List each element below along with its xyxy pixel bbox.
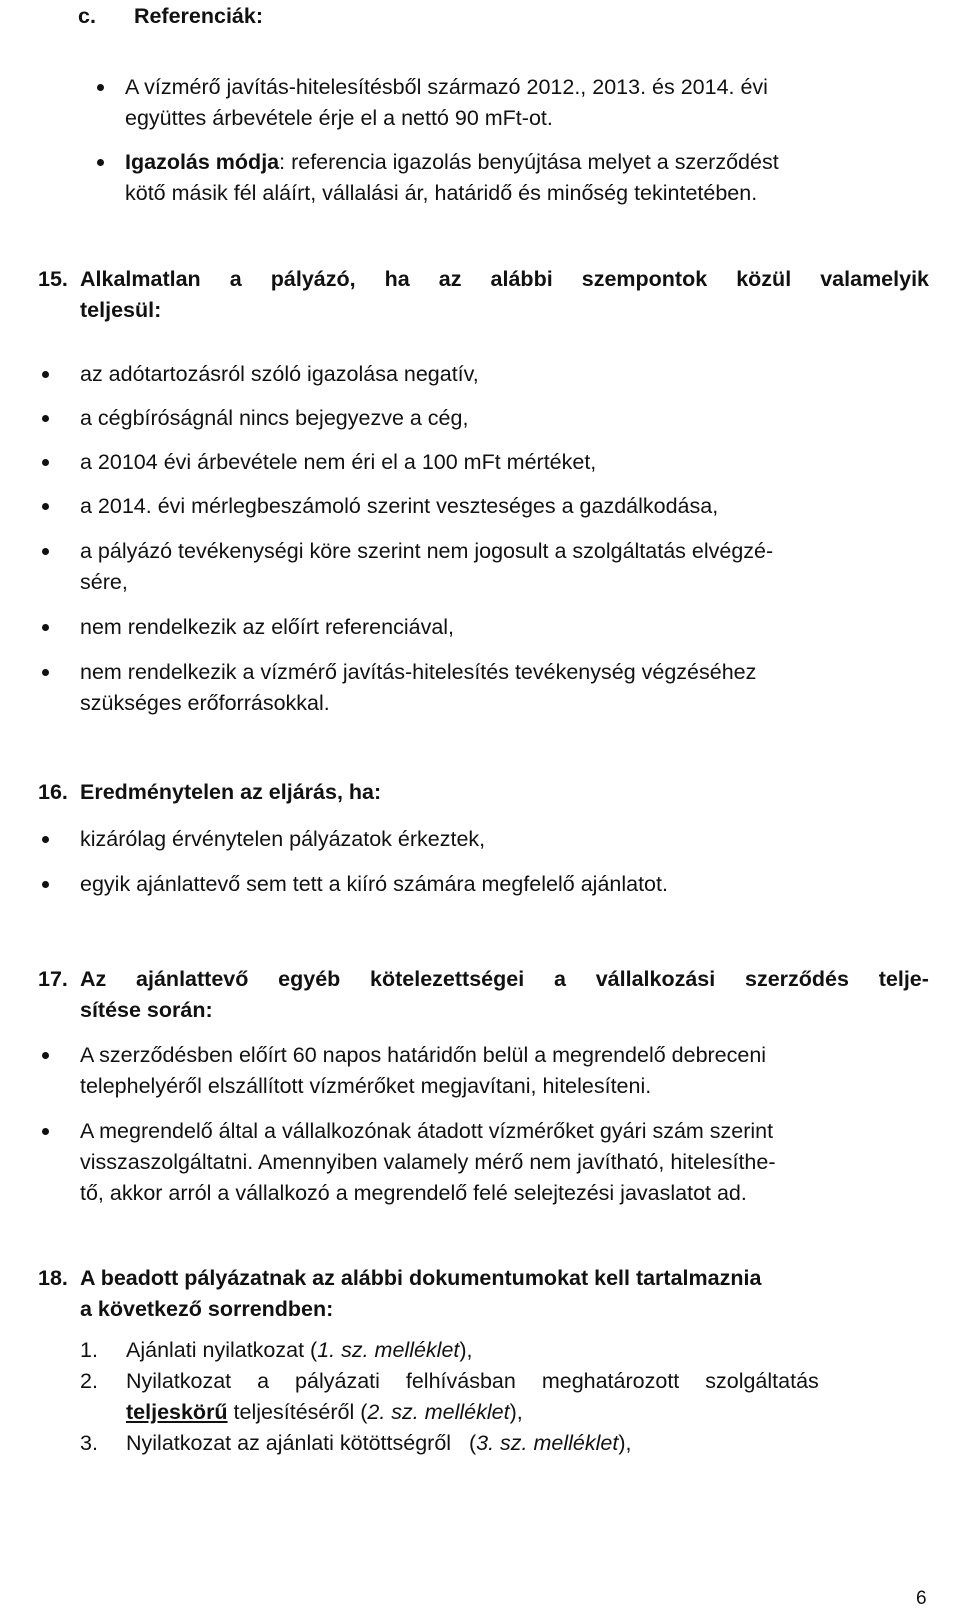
bullet-icon <box>42 669 49 676</box>
section-title: a következő sorrendben: <box>80 1297 334 1321</box>
word: az <box>438 267 462 291</box>
word: vállalkozási <box>595 967 716 991</box>
italic-reference: 2. sz. melléklet <box>367 1400 510 1424</box>
section-title: Eredménytelen az eljárás, ha: <box>80 780 382 804</box>
word: pályázó, <box>270 267 356 291</box>
section-number: 15. <box>38 267 68 291</box>
bullet-icon <box>97 159 104 166</box>
list-item-line: A vízmérő javítás-hitelesítésből származó 2012., 2013. és 2014. évi <box>125 75 768 99</box>
text-run: : referencia igazolás benyújtása melyet a szerződést <box>279 150 779 174</box>
underlined-term: teljeskörű <box>126 1400 228 1424</box>
bullet-icon <box>42 1128 49 1135</box>
word: szempontok <box>581 267 708 291</box>
bullet-icon <box>42 881 49 888</box>
page-number: 6 <box>916 1588 927 1609</box>
section-c-marker: c. <box>78 4 96 28</box>
section-c-title: Referenciák: <box>133 4 264 28</box>
bold-phrase: Igazolás módja <box>125 150 280 174</box>
word: valamelyik <box>820 267 929 291</box>
text-run: ), <box>459 1338 473 1362</box>
list-item: a 20104 évi árbevétele nem éri el a 100 mFt mértéket, <box>80 450 597 474</box>
word: szerződés <box>745 967 849 991</box>
list-item: a 2014. évi mérlegbeszámoló szerint veszteséges a gazdálkodása, <box>80 494 719 518</box>
word: a <box>229 267 242 291</box>
section-title <box>80 965 929 993</box>
text-run: teljesítéséről ( <box>227 1400 368 1424</box>
section-number: 18. <box>38 1266 68 1290</box>
bullet-icon <box>42 836 49 843</box>
list-item: a cégbíróságnál nincs bejegyezve a cég, <box>80 406 469 430</box>
list-item-line: együttes árbevétele érje el a nettó 90 mFt-ot. <box>125 106 553 130</box>
list-item-continuation: szükséges erőforrásokkal. <box>80 691 330 715</box>
word: telje- <box>878 967 929 991</box>
text-run: ), <box>618 1431 632 1455</box>
italic-reference: 1. sz. melléklet <box>317 1338 460 1362</box>
word: ha <box>384 267 410 291</box>
section-c-heading <box>78 2 263 30</box>
list-item-line: kötő másik fél aláírt, vállalási ár, határidő és minőség tekintetében. <box>125 181 758 205</box>
section-number: 16. <box>38 780 68 804</box>
bullet-icon <box>42 371 49 378</box>
bullet-icon <box>42 548 49 555</box>
section-title: sítése során: <box>80 998 213 1022</box>
word: Az <box>80 967 107 991</box>
word: alábbi <box>490 267 553 291</box>
section-number: 17. <box>38 967 68 991</box>
bullet-icon <box>42 503 49 510</box>
word: a <box>553 967 566 991</box>
list-number: 3. <box>80 1431 98 1455</box>
list-item: nem rendelkezik a vízmérő javítás-hitelesítés tevékenység végzéséhez <box>80 660 757 684</box>
text-run: ), <box>509 1400 523 1424</box>
bullet-icon <box>42 624 49 631</box>
bullet-icon <box>42 1052 49 1059</box>
list-item-continuation: telephelyéről elszállított vízmérőket megjavítani, hitelesíteni. <box>80 1074 652 1098</box>
section-title <box>80 265 929 293</box>
list-item: a pályázó tevékenységi köre szerint nem jogosult a szolgáltatás elvégzé- <box>80 539 774 563</box>
list-number: 2. <box>80 1369 98 1393</box>
word: kötelezettségei <box>370 967 525 991</box>
list-item: A megrendelő által a vállalkozónak átadott vízmérőket gyári szám szerint <box>80 1119 774 1143</box>
bullet-icon <box>42 459 49 466</box>
list-item-continuation: sére, <box>80 570 128 594</box>
list-number: 1. <box>80 1338 98 1362</box>
list-item: egyik ajánlattevő sem tett a kiíró számára megfelelő ajánlatot. <box>80 872 668 896</box>
italic-reference: 3. sz. melléklet <box>476 1431 619 1455</box>
list-item-continuation: visszaszolgáltatni. Amennyiben valamely mérő nem javítható, hitelesíthe- <box>80 1150 776 1174</box>
list-item-continuation <box>126 1398 523 1426</box>
list-item: az adótartozásról szóló igazolása negatív, <box>80 362 479 386</box>
text-run: Nyilatkozat az ajánlati kötöttségről ( <box>126 1431 477 1455</box>
word: egyéb <box>278 967 341 991</box>
list-item <box>126 1429 631 1457</box>
bullet-icon <box>42 415 49 422</box>
text-run: Ajánlati nyilatkozat ( <box>126 1338 318 1362</box>
list-item: A szerződésben előírt 60 napos határidőn belül a megrendelő debreceni <box>80 1043 767 1067</box>
list-item: nem rendelkezik az előírt referenciával, <box>80 615 455 639</box>
list-item-continuation: tő, akkor arról a vállalkozó a megrendelő felé selejtezési javaslatot ad. <box>80 1181 747 1205</box>
section-title: teljesül: <box>80 298 162 322</box>
list-item <box>126 1336 473 1364</box>
word: Alkalmatlan <box>80 267 201 291</box>
section-title: A beadott pályázatnak az alábbi dokumentumokat kell tartalmaznia <box>80 1266 762 1290</box>
list-item: Nyilatkozat a pályázati felhívásban meghatározott szolgáltatás <box>126 1369 819 1393</box>
list-item: kizárólag érvénytelen pályázatok érkeztek, <box>80 827 486 851</box>
list-item-line <box>125 148 779 176</box>
word: közül <box>736 267 792 291</box>
bullet-icon <box>97 84 104 91</box>
word: ajánlattevő <box>136 967 249 991</box>
